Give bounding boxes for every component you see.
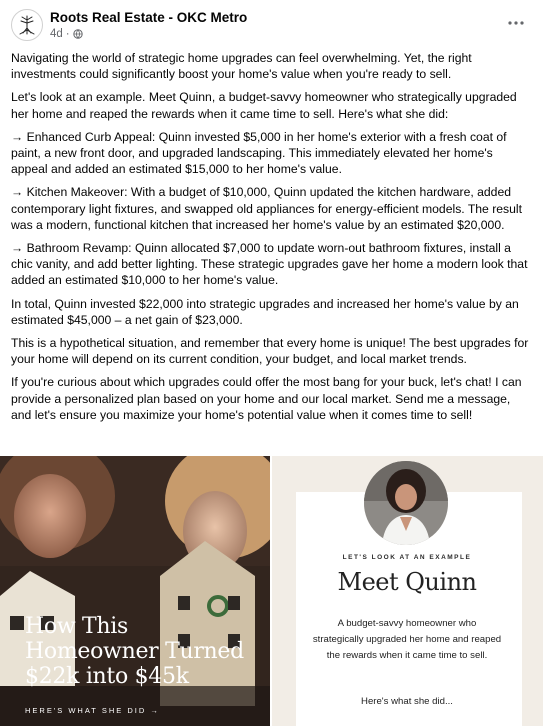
post-paragraph: If you're curious about which upgrades could offer the most bang for your buck, let's chat! I can provide a personalized plan based on your home and our local market. Send me a message, and let's ensure you maximize your home's potential value when it comes time to sell! — [11, 375, 522, 422]
post-paragraph: This is a hypothetical situation, and remember that every home is unique! The best upgrades for your home will depend on its current condition, your budget, and local market trends. — [11, 336, 529, 367]
cover-title — [25, 614, 244, 689]
post-header — [0, 0, 543, 48]
page-avatar[interactable] — [11, 9, 43, 41]
quinn-portrait — [364, 461, 448, 545]
more-options-icon — [508, 21, 524, 25]
tree-logo-icon — [14, 12, 40, 38]
card-title: Meet Quinn — [337, 568, 477, 596]
post-photos — [0, 456, 543, 726]
photo-cover[interactable] — [0, 456, 270, 726]
post-meta — [50, 28, 83, 40]
cover-title-line: How This — [25, 614, 129, 639]
card-description: A budget-savvy homeowner who strategically upgraded her home and reaped the rewards when it came time to sell. — [312, 618, 502, 661]
page-name[interactable]: Roots Real Estate - OKC Metro — [50, 10, 248, 25]
photo-quinn-card[interactable] — [272, 456, 543, 726]
post-paragraph: → Bathroom Revamp: Quinn allocated $7,000 to update worn-out bathroom fixtures, install a chic vanity, and add better lighting. These strategic upgrades gave her home a modern look that added an estimated $10,000 to her home's value. — [11, 241, 528, 288]
cover-subtitle: HERE'S WHAT SHE DID → — [25, 706, 160, 715]
more-options-button[interactable] — [505, 12, 527, 34]
card-kicker: LET'S LOOK AT AN EXAMPLE — [342, 554, 472, 561]
cover-title-line: Homeowner Turned — [25, 639, 244, 664]
post-time[interactable]: 4d — [50, 28, 63, 40]
card-cta: Here's what she did... — [361, 696, 453, 707]
cover-title-line: $22k into $45k — [25, 664, 189, 689]
post-paragraph: → Kitchen Makeover: With a budget of $10,000, Quinn updated the kitchen hardware, added contemporary light fixtures, and swapped old appliances for energy-efficient models. The result was a modern, functional kitchen that increased her home's value by an estimated $20,000. — [11, 185, 523, 232]
portrait-illustration — [364, 461, 448, 545]
post-paragraph: Navigating the world of strategic home upgrades can feel overwhelming. Yet, the right investments could significantly boost your home's value when you're ready to sell. — [11, 51, 472, 82]
post-paragraph: In total, Quinn invested $22,000 into strategic upgrades and increased her home's value by an estimated $45,000 – a net gain of $23,000. — [11, 296, 519, 327]
globe-icon — [73, 29, 83, 39]
post-paragraph: Let's look at an example. Meet Quinn, a budget-savvy homeowner who strategically upgraded her home and reaped the rewards when it came time to sell. Here's what she did: — [11, 90, 517, 121]
post-paragraph: → Enhanced Curb Appeal: Quinn invested $5,000 in her home's exterior with a fresh coat of paint, a new front door, and upgraded landscaping. This immediately elevated her home's appeal and added an estimated $15,000 to her home's value. — [11, 129, 507, 177]
post-text — [11, 50, 531, 430]
meta-separator: · — [65, 28, 70, 40]
